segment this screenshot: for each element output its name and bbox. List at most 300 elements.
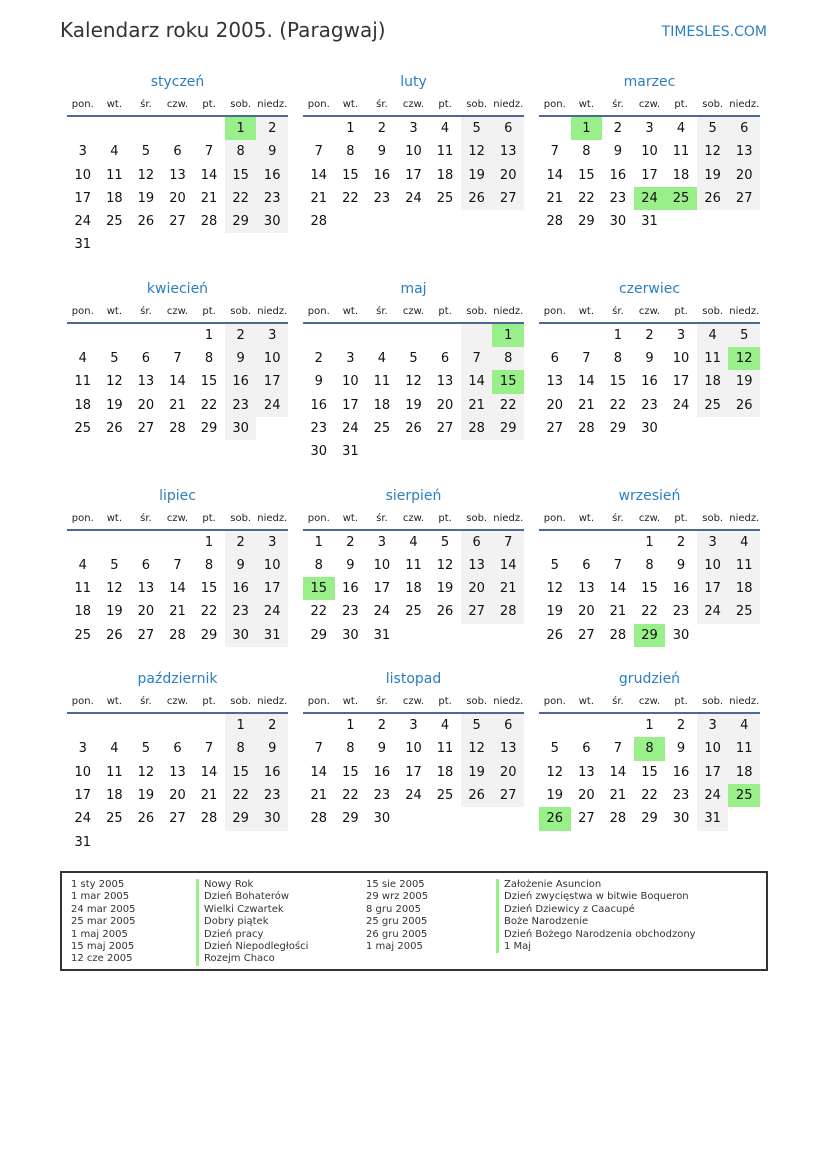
day-cell[interactable]: 2 (225, 531, 257, 554)
day-cell[interactable]: 23 (342, 604, 359, 620)
day-cell[interactable]: 3 (676, 327, 686, 343)
day-cell[interactable]: 1 (314, 534, 323, 550)
day-cell[interactable]: 17 (74, 787, 92, 803)
day-cell[interactable]: 28 (609, 811, 627, 827)
day-cell[interactable]: 29 (609, 420, 627, 436)
day-cell[interactable]: 1 (613, 327, 623, 343)
day-cell[interactable]: 7 (173, 557, 182, 573)
day-cell[interactable]: 22 (310, 604, 328, 620)
day-cell[interactable]: 5 (550, 741, 559, 757)
day-cell[interactable]: 30 (672, 627, 690, 643)
day-cell[interactable]: 20 (578, 604, 595, 620)
day-cell[interactable]: 12 (137, 764, 155, 780)
day-cell[interactable]: 31 (641, 214, 658, 230)
day-cell[interactable]: 5 (550, 557, 559, 573)
day-cell[interactable]: 2 (613, 121, 623, 136)
day-cell[interactable]: 13 (728, 140, 760, 163)
day-cell[interactable]: 30 (225, 417, 257, 440)
day-cell[interactable]: 11 (74, 581, 92, 597)
day-cell[interactable]: 16 (373, 167, 391, 183)
day-cell[interactable]: 8 (613, 351, 623, 367)
day-cell[interactable]: 25 (373, 420, 391, 436)
day-cell[interactable]: 2 (256, 714, 288, 737)
day-cell[interactable]: 6 (461, 531, 493, 554)
day-cell[interactable]: 17 (256, 370, 288, 393)
day-cell[interactable]: 13 (546, 374, 564, 390)
day-cell[interactable]: 2 (256, 117, 288, 140)
day-cell[interactable]: 16 (609, 167, 627, 183)
day-cell[interactable]: 21 (169, 604, 186, 620)
day-cell[interactable]: 16 (373, 764, 391, 780)
day-cell[interactable]: 1 (645, 718, 654, 734)
day-cell[interactable]: 2 (314, 351, 323, 367)
day-cell[interactable]: 14 (169, 374, 186, 390)
day-cell[interactable]: 2 (645, 327, 654, 343)
day-cell[interactable]: 18 (405, 581, 422, 597)
day-cell[interactable]: 18 (672, 167, 690, 183)
day-cell[interactable]: 6 (173, 741, 182, 757)
day-cell[interactable]: 3 (256, 324, 288, 347)
day-cell[interactable]: 14 (609, 581, 627, 597)
day-cell[interactable]: 10 (74, 167, 92, 183)
day-cell[interactable]: 4 (110, 741, 119, 757)
day-cell[interactable]: 11 (728, 554, 760, 577)
day-cell[interactable]: 12 (461, 737, 493, 760)
day-cell[interactable]: 17 (256, 577, 288, 600)
day-cell[interactable]: 12 (546, 581, 564, 597)
day-cell[interactable]: 28 (461, 417, 493, 440)
day-cell[interactable]: 13 (578, 764, 595, 780)
day-cell[interactable]: 22 (609, 397, 627, 413)
day-cell[interactable]: 10 (672, 351, 690, 367)
holiday-day-cell[interactable]: 1 (492, 324, 524, 347)
day-cell[interactable]: 8 (204, 557, 214, 573)
day-cell[interactable]: 1 (204, 327, 214, 343)
day-cell[interactable]: 24 (74, 811, 92, 827)
day-cell[interactable]: 6 (550, 351, 559, 367)
day-cell[interactable]: 26 (106, 420, 123, 436)
day-cell[interactable]: 20 (728, 164, 760, 187)
day-cell[interactable]: 4 (377, 351, 387, 367)
day-cell[interactable]: 28 (169, 420, 186, 436)
day-cell[interactable]: 20 (546, 397, 564, 413)
day-cell[interactable]: 17 (697, 761, 729, 784)
day-cell[interactable]: 4 (78, 351, 87, 367)
day-cell[interactable]: 18 (373, 397, 391, 413)
day-cell[interactable]: 16 (256, 164, 288, 187)
day-cell[interactable]: 31 (342, 444, 359, 460)
day-cell[interactable]: 12 (106, 374, 123, 390)
day-cell[interactable]: 26 (436, 604, 454, 620)
day-cell[interactable]: 5 (697, 117, 729, 140)
day-cell[interactable]: 22 (578, 190, 595, 206)
day-cell[interactable]: 6 (582, 557, 591, 573)
day-cell[interactable]: 9 (225, 347, 257, 370)
day-cell[interactable]: 7 (314, 144, 323, 160)
day-cell[interactable]: 9 (346, 557, 355, 573)
day-cell[interactable]: 29 (310, 627, 328, 643)
day-cell[interactable]: 8 (346, 144, 355, 160)
holiday-day-cell[interactable]: 12 (728, 347, 760, 370)
day-cell[interactable]: 22 (225, 187, 257, 210)
day-cell[interactable]: 6 (173, 144, 182, 160)
day-cell[interactable]: 21 (609, 604, 627, 620)
day-cell[interactable]: 19 (728, 370, 760, 393)
day-cell[interactable]: 23 (373, 787, 391, 803)
day-cell[interactable]: 9 (377, 741, 387, 757)
day-cell[interactable]: 14 (200, 167, 218, 183)
day-cell[interactable]: 7 (204, 741, 214, 757)
day-cell[interactable]: 11 (405, 557, 422, 573)
day-cell[interactable]: 13 (461, 554, 493, 577)
day-cell[interactable]: 13 (578, 581, 595, 597)
day-cell[interactable]: 17 (641, 167, 658, 183)
day-cell[interactable]: 16 (225, 370, 257, 393)
day-cell[interactable]: 3 (78, 741, 87, 757)
day-cell[interactable]: 16 (672, 581, 690, 597)
day-cell[interactable]: 18 (697, 370, 729, 393)
day-cell[interactable]: 18 (728, 761, 760, 784)
day-cell[interactable]: 8 (314, 557, 323, 573)
day-cell[interactable]: 23 (373, 190, 391, 206)
day-cell[interactable]: 24 (405, 787, 422, 803)
day-cell[interactable]: 15 (342, 764, 359, 780)
day-cell[interactable]: 13 (169, 167, 186, 183)
day-cell[interactable]: 6 (141, 351, 151, 367)
day-cell[interactable]: 18 (106, 190, 123, 206)
day-cell[interactable]: 18 (436, 764, 454, 780)
day-cell[interactable]: 14 (609, 764, 627, 780)
day-cell[interactable]: 7 (314, 741, 323, 757)
day-cell[interactable]: 9 (377, 144, 387, 160)
day-cell[interactable]: 31 (74, 237, 92, 253)
day-cell[interactable]: 8 (582, 144, 591, 160)
day-cell[interactable]: 27 (169, 214, 186, 230)
day-cell[interactable]: 1 (204, 534, 214, 550)
day-cell[interactable]: 7 (550, 144, 559, 160)
day-cell[interactable]: 20 (578, 787, 595, 803)
holiday-day-cell[interactable]: 15 (303, 577, 335, 600)
day-cell[interactable]: 25 (436, 787, 454, 803)
day-cell[interactable]: 8 (225, 140, 257, 163)
day-cell[interactable]: 14 (310, 167, 328, 183)
day-cell[interactable]: 25 (728, 600, 760, 623)
day-cell[interactable]: 30 (256, 210, 288, 233)
day-cell[interactable]: 23 (256, 784, 288, 807)
day-cell[interactable]: 26 (405, 420, 422, 436)
day-cell[interactable]: 21 (169, 397, 186, 413)
day-cell[interactable]: 22 (641, 787, 658, 803)
day-cell[interactable]: 31 (256, 624, 288, 647)
day-cell[interactable]: 21 (546, 190, 564, 206)
day-cell[interactable]: 27 (728, 187, 760, 210)
day-cell[interactable]: 24 (405, 190, 422, 206)
day-cell[interactable]: 12 (461, 140, 493, 163)
day-cell[interactable]: 5 (110, 351, 119, 367)
day-cell[interactable]: 26 (137, 811, 155, 827)
day-cell[interactable]: 24 (697, 784, 729, 807)
day-cell[interactable]: 27 (492, 187, 524, 210)
day-cell[interactable]: 17 (697, 577, 729, 600)
day-cell[interactable]: 13 (137, 581, 155, 597)
day-cell[interactable]: 27 (461, 600, 493, 623)
day-cell[interactable]: 27 (578, 627, 595, 643)
day-cell[interactable]: 19 (137, 190, 155, 206)
day-cell[interactable]: 15 (200, 374, 218, 390)
day-cell[interactable]: 17 (405, 764, 422, 780)
day-cell[interactable]: 27 (137, 627, 155, 643)
day-cell[interactable]: 4 (440, 121, 450, 136)
day-cell[interactable]: 13 (436, 374, 454, 390)
day-cell[interactable]: 25 (436, 190, 454, 206)
day-cell[interactable]: 22 (492, 394, 524, 417)
day-cell[interactable]: 10 (697, 554, 729, 577)
day-cell[interactable]: 15 (609, 374, 627, 390)
day-cell[interactable]: 3 (697, 714, 729, 737)
day-cell[interactable]: 7 (173, 351, 182, 367)
brand-link[interactable]: TIMESLES.COM (661, 24, 767, 40)
day-cell[interactable]: 13 (169, 764, 186, 780)
day-cell[interactable]: 6 (582, 741, 591, 757)
day-cell[interactable]: 16 (342, 581, 359, 597)
day-cell[interactable]: 19 (546, 787, 564, 803)
day-cell[interactable]: 19 (137, 787, 155, 803)
day-cell[interactable]: 2 (377, 121, 387, 136)
day-cell[interactable]: 30 (310, 444, 328, 460)
day-cell[interactable]: 26 (728, 394, 760, 417)
day-cell[interactable]: 26 (546, 627, 564, 643)
day-cell[interactable]: 17 (405, 167, 422, 183)
day-cell[interactable]: 28 (546, 214, 564, 230)
day-cell[interactable]: 13 (137, 374, 155, 390)
holiday-day-cell[interactable]: 25 (665, 187, 697, 210)
day-cell[interactable]: 14 (546, 167, 564, 183)
holiday-day-cell[interactable]: 8 (634, 737, 666, 760)
day-cell[interactable]: 9 (256, 140, 288, 163)
day-cell[interactable]: 23 (641, 397, 658, 413)
day-cell[interactable]: 29 (225, 807, 257, 830)
day-cell[interactable]: 5 (728, 324, 760, 347)
day-cell[interactable]: 5 (110, 557, 119, 573)
day-cell[interactable]: 5 (409, 351, 418, 367)
day-cell[interactable]: 16 (256, 761, 288, 784)
holiday-day-cell[interactable]: 24 (634, 187, 666, 210)
day-cell[interactable]: 29 (200, 420, 218, 436)
day-cell[interactable]: 25 (697, 394, 729, 417)
day-cell[interactable]: 23 (672, 604, 690, 620)
day-cell[interactable]: 23 (310, 420, 328, 436)
day-cell[interactable]: 28 (609, 627, 627, 643)
day-cell[interactable]: 24 (373, 604, 391, 620)
day-cell[interactable]: 29 (492, 417, 524, 440)
day-cell[interactable]: 12 (697, 140, 729, 163)
day-cell[interactable]: 26 (461, 784, 493, 807)
day-cell[interactable]: 4 (697, 324, 729, 347)
day-cell[interactable]: 15 (578, 167, 595, 183)
day-cell[interactable]: 11 (697, 347, 729, 370)
day-cell[interactable]: 21 (310, 190, 328, 206)
day-cell[interactable]: 15 (641, 764, 658, 780)
day-cell[interactable]: 14 (169, 581, 186, 597)
day-cell[interactable]: 2 (377, 718, 387, 734)
day-cell[interactable]: 27 (137, 420, 155, 436)
day-cell[interactable]: 1 (645, 534, 654, 550)
day-cell[interactable]: 22 (225, 784, 257, 807)
day-cell[interactable]: 25 (74, 627, 92, 643)
day-cell[interactable]: 5 (141, 741, 151, 757)
day-cell[interactable]: 22 (342, 787, 359, 803)
day-cell[interactable]: 8 (346, 741, 355, 757)
day-cell[interactable]: 18 (436, 167, 454, 183)
day-cell[interactable]: 4 (728, 531, 760, 554)
day-cell[interactable]: 30 (672, 811, 690, 827)
day-cell[interactable]: 7 (492, 531, 524, 554)
day-cell[interactable]: 19 (461, 164, 493, 187)
day-cell[interactable]: 24 (74, 214, 92, 230)
day-cell[interactable]: 3 (346, 351, 355, 367)
day-cell[interactable]: 21 (200, 190, 218, 206)
day-cell[interactable]: 1 (346, 121, 355, 136)
day-cell[interactable]: 28 (200, 214, 218, 230)
day-cell[interactable]: 28 (200, 811, 218, 827)
day-cell[interactable]: 10 (342, 374, 359, 390)
day-cell[interactable]: 2 (676, 534, 686, 550)
day-cell[interactable]: 6 (440, 351, 450, 367)
day-cell[interactable]: 24 (697, 600, 729, 623)
day-cell[interactable]: 10 (74, 764, 92, 780)
day-cell[interactable]: 9 (613, 144, 623, 160)
day-cell[interactable]: 9 (314, 374, 323, 390)
day-cell[interactable]: 17 (373, 581, 391, 597)
holiday-day-cell[interactable]: 29 (634, 624, 666, 647)
day-cell[interactable]: 19 (697, 164, 729, 187)
day-cell[interactable]: 4 (728, 714, 760, 737)
day-cell[interactable]: 4 (440, 718, 450, 734)
day-cell[interactable]: 7 (613, 557, 623, 573)
day-cell[interactable]: 15 (225, 761, 257, 784)
day-cell[interactable]: 6 (141, 557, 151, 573)
day-cell[interactable]: 10 (373, 557, 391, 573)
day-cell[interactable]: 20 (492, 761, 524, 784)
day-cell[interactable]: 6 (492, 714, 524, 737)
day-cell[interactable]: 15 (342, 167, 359, 183)
day-cell[interactable]: 21 (492, 577, 524, 600)
holiday-day-cell[interactable]: 1 (571, 117, 603, 140)
day-cell[interactable]: 5 (141, 144, 151, 160)
day-cell[interactable]: 8 (204, 351, 214, 367)
day-cell[interactable]: 10 (256, 347, 288, 370)
day-cell[interactable]: 16 (225, 577, 257, 600)
day-cell[interactable]: 5 (440, 534, 450, 550)
day-cell[interactable]: 6 (728, 117, 760, 140)
day-cell[interactable]: 19 (405, 397, 422, 413)
day-cell[interactable]: 11 (373, 374, 391, 390)
day-cell[interactable]: 15 (641, 581, 658, 597)
day-cell[interactable]: 28 (169, 627, 186, 643)
day-cell[interactable]: 8 (492, 347, 524, 370)
day-cell[interactable]: 19 (106, 397, 123, 413)
day-cell[interactable]: 10 (256, 554, 288, 577)
day-cell[interactable]: 18 (728, 577, 760, 600)
day-cell[interactable]: 10 (405, 144, 422, 160)
day-cell[interactable]: 28 (310, 214, 328, 230)
day-cell[interactable]: 23 (225, 394, 257, 417)
day-cell[interactable]: 20 (492, 164, 524, 187)
day-cell[interactable]: 14 (310, 764, 328, 780)
day-cell[interactable]: 25 (106, 811, 123, 827)
day-cell[interactable]: 16 (310, 397, 328, 413)
day-cell[interactable]: 11 (436, 741, 454, 757)
day-cell[interactable]: 27 (578, 811, 595, 827)
day-cell[interactable]: 23 (672, 787, 690, 803)
day-cell[interactable]: 20 (137, 397, 155, 413)
day-cell[interactable]: 30 (641, 420, 658, 436)
day-cell[interactable]: 13 (492, 140, 524, 163)
day-cell[interactable]: 14 (461, 370, 493, 393)
day-cell[interactable]: 23 (609, 190, 627, 206)
day-cell[interactable]: 30 (256, 807, 288, 830)
day-cell[interactable]: 28 (310, 811, 328, 827)
day-cell[interactable]: 12 (137, 167, 155, 183)
day-cell[interactable]: 29 (200, 627, 218, 643)
day-cell[interactable]: 27 (546, 420, 564, 436)
day-cell[interactable]: 3 (377, 534, 387, 550)
day-cell[interactable]: 12 (546, 764, 564, 780)
day-cell[interactable]: 11 (106, 167, 123, 183)
day-cell[interactable]: 18 (74, 397, 92, 413)
holiday-day-cell[interactable]: 26 (539, 807, 571, 830)
day-cell[interactable]: 31 (74, 834, 92, 850)
day-cell[interactable]: 9 (256, 737, 288, 760)
day-cell[interactable]: 31 (373, 627, 391, 643)
day-cell[interactable]: 20 (137, 604, 155, 620)
holiday-day-cell[interactable]: 1 (225, 117, 257, 140)
day-cell[interactable]: 2 (676, 718, 686, 734)
day-cell[interactable]: 3 (697, 531, 729, 554)
day-cell[interactable]: 29 (225, 210, 257, 233)
day-cell[interactable]: 11 (436, 144, 454, 160)
day-cell[interactable]: 16 (641, 374, 658, 390)
day-cell[interactable]: 14 (492, 554, 524, 577)
day-cell[interactable]: 18 (106, 787, 123, 803)
day-cell[interactable]: 20 (169, 190, 186, 206)
day-cell[interactable]: 17 (672, 374, 690, 390)
day-cell[interactable]: 4 (676, 121, 686, 136)
day-cell[interactable]: 17 (342, 397, 359, 413)
day-cell[interactable]: 21 (461, 394, 493, 417)
day-cell[interactable]: 19 (106, 604, 123, 620)
day-cell[interactable]: 4 (110, 144, 119, 160)
day-cell[interactable]: 5 (461, 117, 493, 140)
holiday-day-cell[interactable]: 15 (492, 370, 524, 393)
day-cell[interactable]: 23 (225, 600, 257, 623)
day-cell[interactable]: 22 (200, 604, 218, 620)
day-cell[interactable]: 25 (74, 420, 92, 436)
day-cell[interactable]: 5 (461, 714, 493, 737)
day-cell[interactable]: 2 (225, 324, 257, 347)
day-cell[interactable]: 14 (578, 374, 595, 390)
day-cell[interactable]: 28 (492, 600, 524, 623)
day-cell[interactable]: 9 (676, 741, 686, 757)
day-cell[interactable]: 20 (436, 397, 454, 413)
day-cell[interactable]: 26 (461, 187, 493, 210)
day-cell[interactable]: 2 (346, 534, 355, 550)
day-cell[interactable]: 12 (106, 581, 123, 597)
day-cell[interactable]: 29 (342, 811, 359, 827)
day-cell[interactable]: 26 (106, 627, 123, 643)
day-cell[interactable]: 14 (200, 764, 218, 780)
day-cell[interactable]: 26 (137, 214, 155, 230)
